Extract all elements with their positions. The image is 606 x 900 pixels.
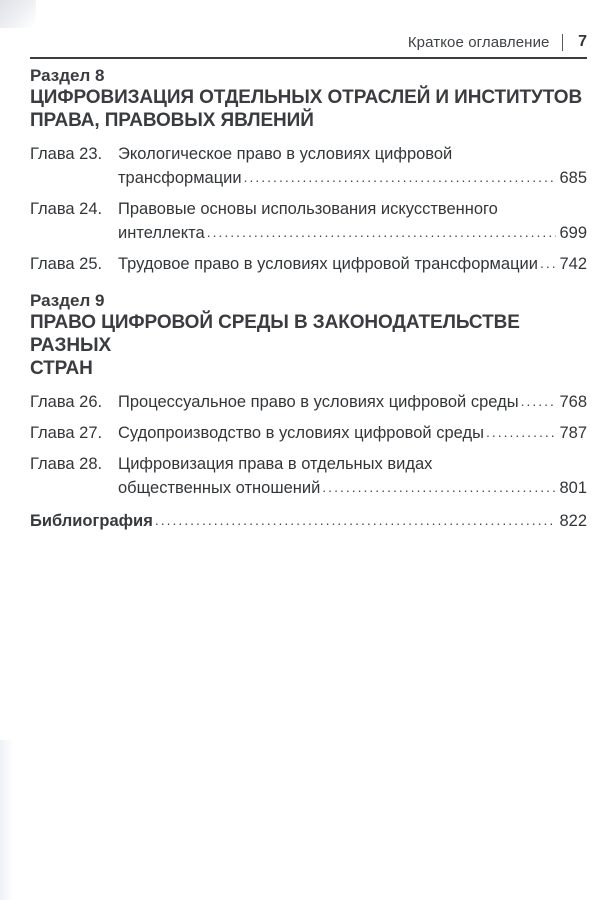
chapter-title-line: общественных отношений xyxy=(118,479,321,497)
running-head xyxy=(30,32,587,52)
chapter-label: Глава 28. xyxy=(30,455,103,473)
chapter-title-line: Цифровизация права в отдельных видах xyxy=(118,455,433,473)
toc-entry-ch23 xyxy=(30,142,587,190)
section-kicker: Раздел 9 xyxy=(30,291,105,310)
section-title-line: ЦИФРОВИЗАЦИЯ ОТДЕЛЬНЫХ ОТРАСЛЕЙ И ИНСТИТУТОВ xyxy=(30,87,583,108)
chapter-page-number: 685 xyxy=(559,169,587,187)
section-kicker: Раздел 8 xyxy=(30,66,105,85)
chapter-page-number: 742 xyxy=(559,255,587,273)
section-9-entries xyxy=(30,390,587,500)
header-rule xyxy=(30,57,587,59)
chapter-title-line: Экологическое право в условиях цифровой xyxy=(118,145,453,163)
chapter-label: Глава 24. xyxy=(30,200,103,218)
section-title-line: СТРАН xyxy=(30,358,93,379)
bibliography-page-number: 822 xyxy=(559,512,587,530)
section-9 xyxy=(30,290,587,500)
bibliography-label: Библиография xyxy=(30,512,153,530)
toc-entry-ch28 xyxy=(30,452,587,500)
toc-entry-ch24 xyxy=(30,197,587,245)
toc-entry-ch26 xyxy=(30,390,587,414)
section-title-line: ПРАВО ЦИФРОВОЙ СРЕДЫ В ЗАКОНОДАТЕЛЬСТВЕ РАЗНЫХ xyxy=(30,312,520,356)
section-title-line: ПРАВА, ПРАВОВЫХ ЯВЛЕНИЙ xyxy=(30,110,314,131)
chapter-label: Глава 27. xyxy=(30,424,103,442)
chapter-page-number: 768 xyxy=(559,393,587,411)
chapter-title-line: трансформации xyxy=(118,169,242,187)
chapter-title-line: интеллекта xyxy=(118,224,205,242)
chapter-title-line: Процессуальное право в условиях цифровой среды xyxy=(118,393,519,411)
chapter-page-number: 787 xyxy=(559,424,587,442)
chapter-title-line: Судопроизводство в условиях цифровой среды xyxy=(118,424,484,442)
dot-leader xyxy=(521,389,557,413)
running-head-divider xyxy=(562,34,564,51)
dot-leader xyxy=(207,220,557,244)
dot-leader xyxy=(540,251,557,275)
page-number: 7 xyxy=(578,33,587,50)
section-8-entries xyxy=(30,142,587,276)
chapter-label: Глава 26. xyxy=(30,393,103,411)
chapter-title-line: Правовые основы использования искусственного xyxy=(118,200,498,218)
scan-edge-shadow xyxy=(0,740,13,900)
chapter-title-line: Трудовое право в условиях цифровой трансформации xyxy=(118,255,538,273)
bibliography-entry xyxy=(30,509,587,533)
chapter-page-number: 699 xyxy=(559,224,587,242)
toc-entry-ch25 xyxy=(30,252,587,276)
toc-entry-ch27 xyxy=(30,421,587,445)
dot-leader xyxy=(155,508,557,532)
dot-leader xyxy=(244,165,557,189)
chapter-page-number: 801 xyxy=(559,479,587,497)
chapter-label: Глава 23. xyxy=(30,145,103,163)
section-8 xyxy=(30,65,587,276)
dot-leader xyxy=(322,475,556,499)
running-head-title: Краткое оглавление xyxy=(407,33,550,51)
chapter-label: Глава 25. xyxy=(30,255,103,273)
dot-leader xyxy=(486,420,557,444)
